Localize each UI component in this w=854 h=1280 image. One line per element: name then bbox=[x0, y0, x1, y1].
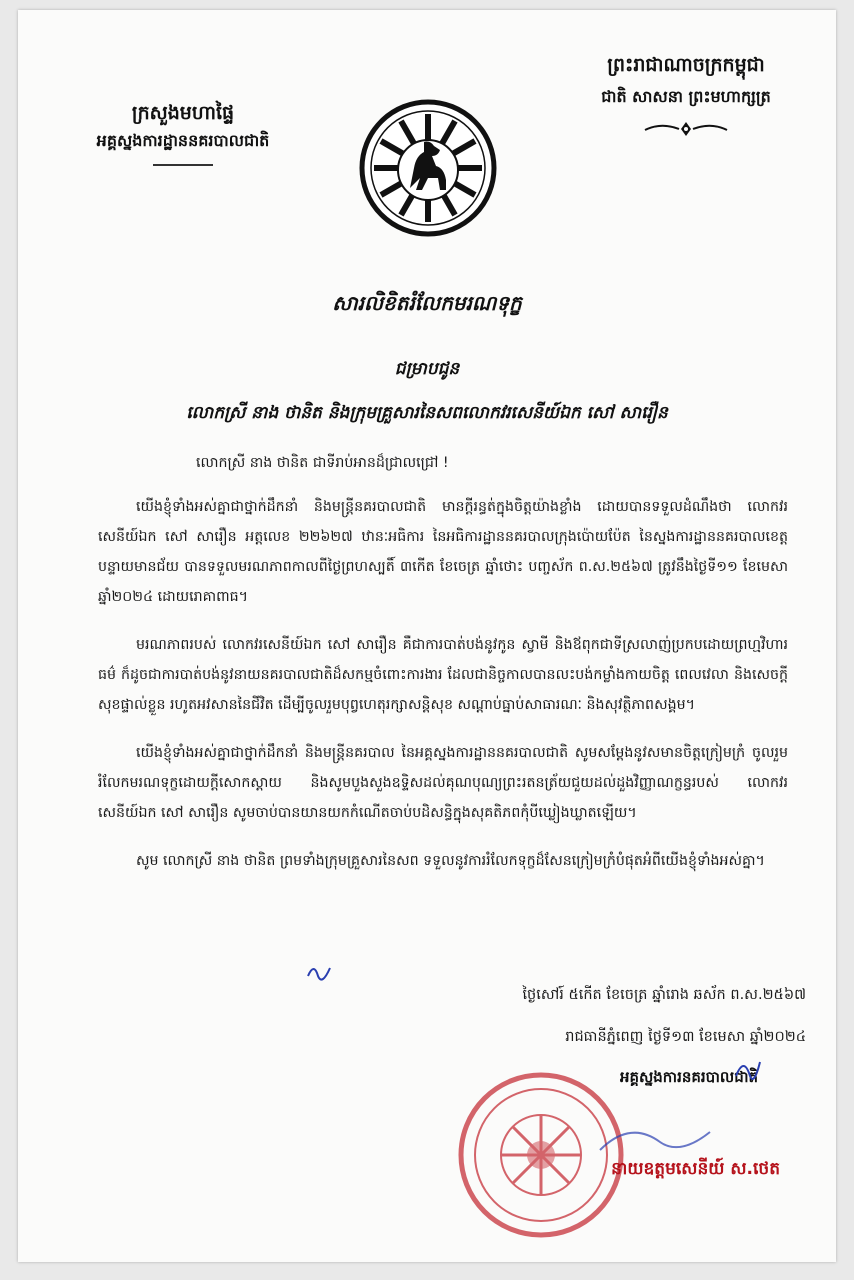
respectful-address: ជម្រាបជូន bbox=[394, 359, 460, 379]
header-left bbox=[48, 98, 318, 166]
ministry-name: ក្រសួងមហាផ្ទៃ bbox=[131, 102, 235, 124]
paragraph-1: យើងខ្ញុំទាំងអស់គ្នាជាថ្នាក់ដឹកនាំ និងមន្ត្រីនគរបាលជាតិ មានក្តីរន្ធត់ក្នុងចិត្តយ៉ាងខ្លាំង ដោយបានទទួលដំណឹងថា លោកវរសេនីយ៍ឯក សៅ សារឿន អត្តលេខ ២២៦២៧ ឋានៈអធិការ នៃអធិការដ្ឋាននគរបាលក្រុងប៉ោយប៉ែត នៃស្នងការដ្ឋាននគរបាលខេត្តបន្ទាយមានជ័យ បានទទួលមរណភាពកាលពីថ្ងៃព្រហស្បតិ៍ ៣កើត ខែចេត្រ ឆ្នាំថោះ បញ្ចស័ក ព.ស.២៥៦៧ ត្រូវនឹងថ្ងៃទី១១ ខែមេសា ឆ្នាំ២០២៤ ដោយរោគាពាធ។ bbox=[98, 499, 788, 605]
letter-body bbox=[98, 448, 788, 894]
signatory-organization: អគ្គស្នងការនគរបាលជាតិ bbox=[619, 1068, 758, 1086]
ornament-icon bbox=[641, 120, 731, 138]
salutation: លោកស្រី នាង ថានិត ជាទីរាប់អានដ៏ជ្រាលជ្រៅ ! bbox=[196, 455, 449, 471]
header-divider bbox=[153, 164, 213, 166]
national-motto: ជាតិ សាសនា ព្រះមហាក្សត្រ bbox=[601, 87, 771, 106]
paragraph-2: មរណភាពរបស់ លោកវរសេនីយ៍ឯក សៅ សារឿន គឺជាការបាត់បង់នូវកូន ស្វាមី និងឪពុកជាទីស្រលាញ់ប្រកបដោយព្រហ្មវិហារធម៌ ក៏ដូចជាការបាត់បង់នូវនាយនគរបាលជាតិដ៏សកម្មចំពោះការងារ ដែលជានិច្ចកាលបានលះបង់កម្លាំងកាយចិត្ត ពេលវេលា និងសេចក្តីសុខផ្ទាល់ខ្លួន រហូតអវសាននៃជីវិត ដើម្បីចូលរួមបុព្វហេតុរក្សាសន្តិសុខ សណ្តាប់ធ្នាប់សាធារណៈ និងសុវត្ថិភាពសង្គម។ bbox=[98, 637, 788, 713]
header-right bbox=[566, 48, 806, 138]
paragraph-3: យើងខ្ញុំទាំងអស់គ្នាជាថ្នាក់ដឹកនាំ និងមន្ត្រីនគរបាល នៃអគ្គស្នងការដ្ឋាននគរបាលជាតិ សូមសម្តែងនូវសមានចិត្តក្រៀមក្រំ ចូលរួមរំលែកមរណទុក្ខដោយក្តីសោកស្តាយ និងសូមបួងសួងឧទ្ទិសដល់គុណបុណ្យព្រះរតនត្រ័យជួយដល់ដួងវិញ្ញាណក្ខន្ធរបស់ លោកវរសេនីយ៍ឯក សៅ សារឿន សូមចាប់បានយានយកកំណើតចាប់បដិសន្ធិក្នុងសុគតិភពកុំបីឃ្លៀងឃ្លាតឡើយ។ bbox=[98, 745, 788, 821]
date-lunar: ថ្ងៃសៅរ៍ ៥កើត ខែចេត្រ ឆ្នាំរោង ឆស័ក ព.ស.២៥៦៧ bbox=[522, 987, 806, 1003]
police-emblem-icon bbox=[358, 98, 498, 238]
document-title: សារលិខិតរំលែកមរណទុក្ខ bbox=[332, 291, 522, 315]
department-name: អគ្គស្នងការដ្ឋាននគរបាលជាតិ bbox=[96, 131, 270, 150]
kingdom-name: ព្រះរាជាណាចក្រកម្ពុជា bbox=[607, 54, 765, 76]
official-seal-icon bbox=[456, 1070, 626, 1240]
recipient-line: លោកស្រី នាង ថានិត និងក្រុមគ្រួសារនៃសពលោកវរសេនីយ៍ឯក សៅ សារឿន bbox=[186, 403, 668, 423]
date-solar: រាជធានីភ្នំពេញ ថ្ងៃទី១៣ ខែមេសា ឆ្នាំ២០២៤ bbox=[565, 1029, 806, 1045]
signatory-name: នាយឧត្តមសេនីយ៍ ស.ថេត bbox=[611, 1159, 780, 1179]
paragraph-4: សូម លោកស្រី នាង ថានិត ព្រមទាំងក្រុមគ្រួសារនៃសព ទទួលនូវការរំលែកទុក្ខដ៏សែនក្រៀមក្រំបំផុតអំពីយើងខ្ញុំទាំងអស់គ្នា។ bbox=[136, 853, 765, 869]
